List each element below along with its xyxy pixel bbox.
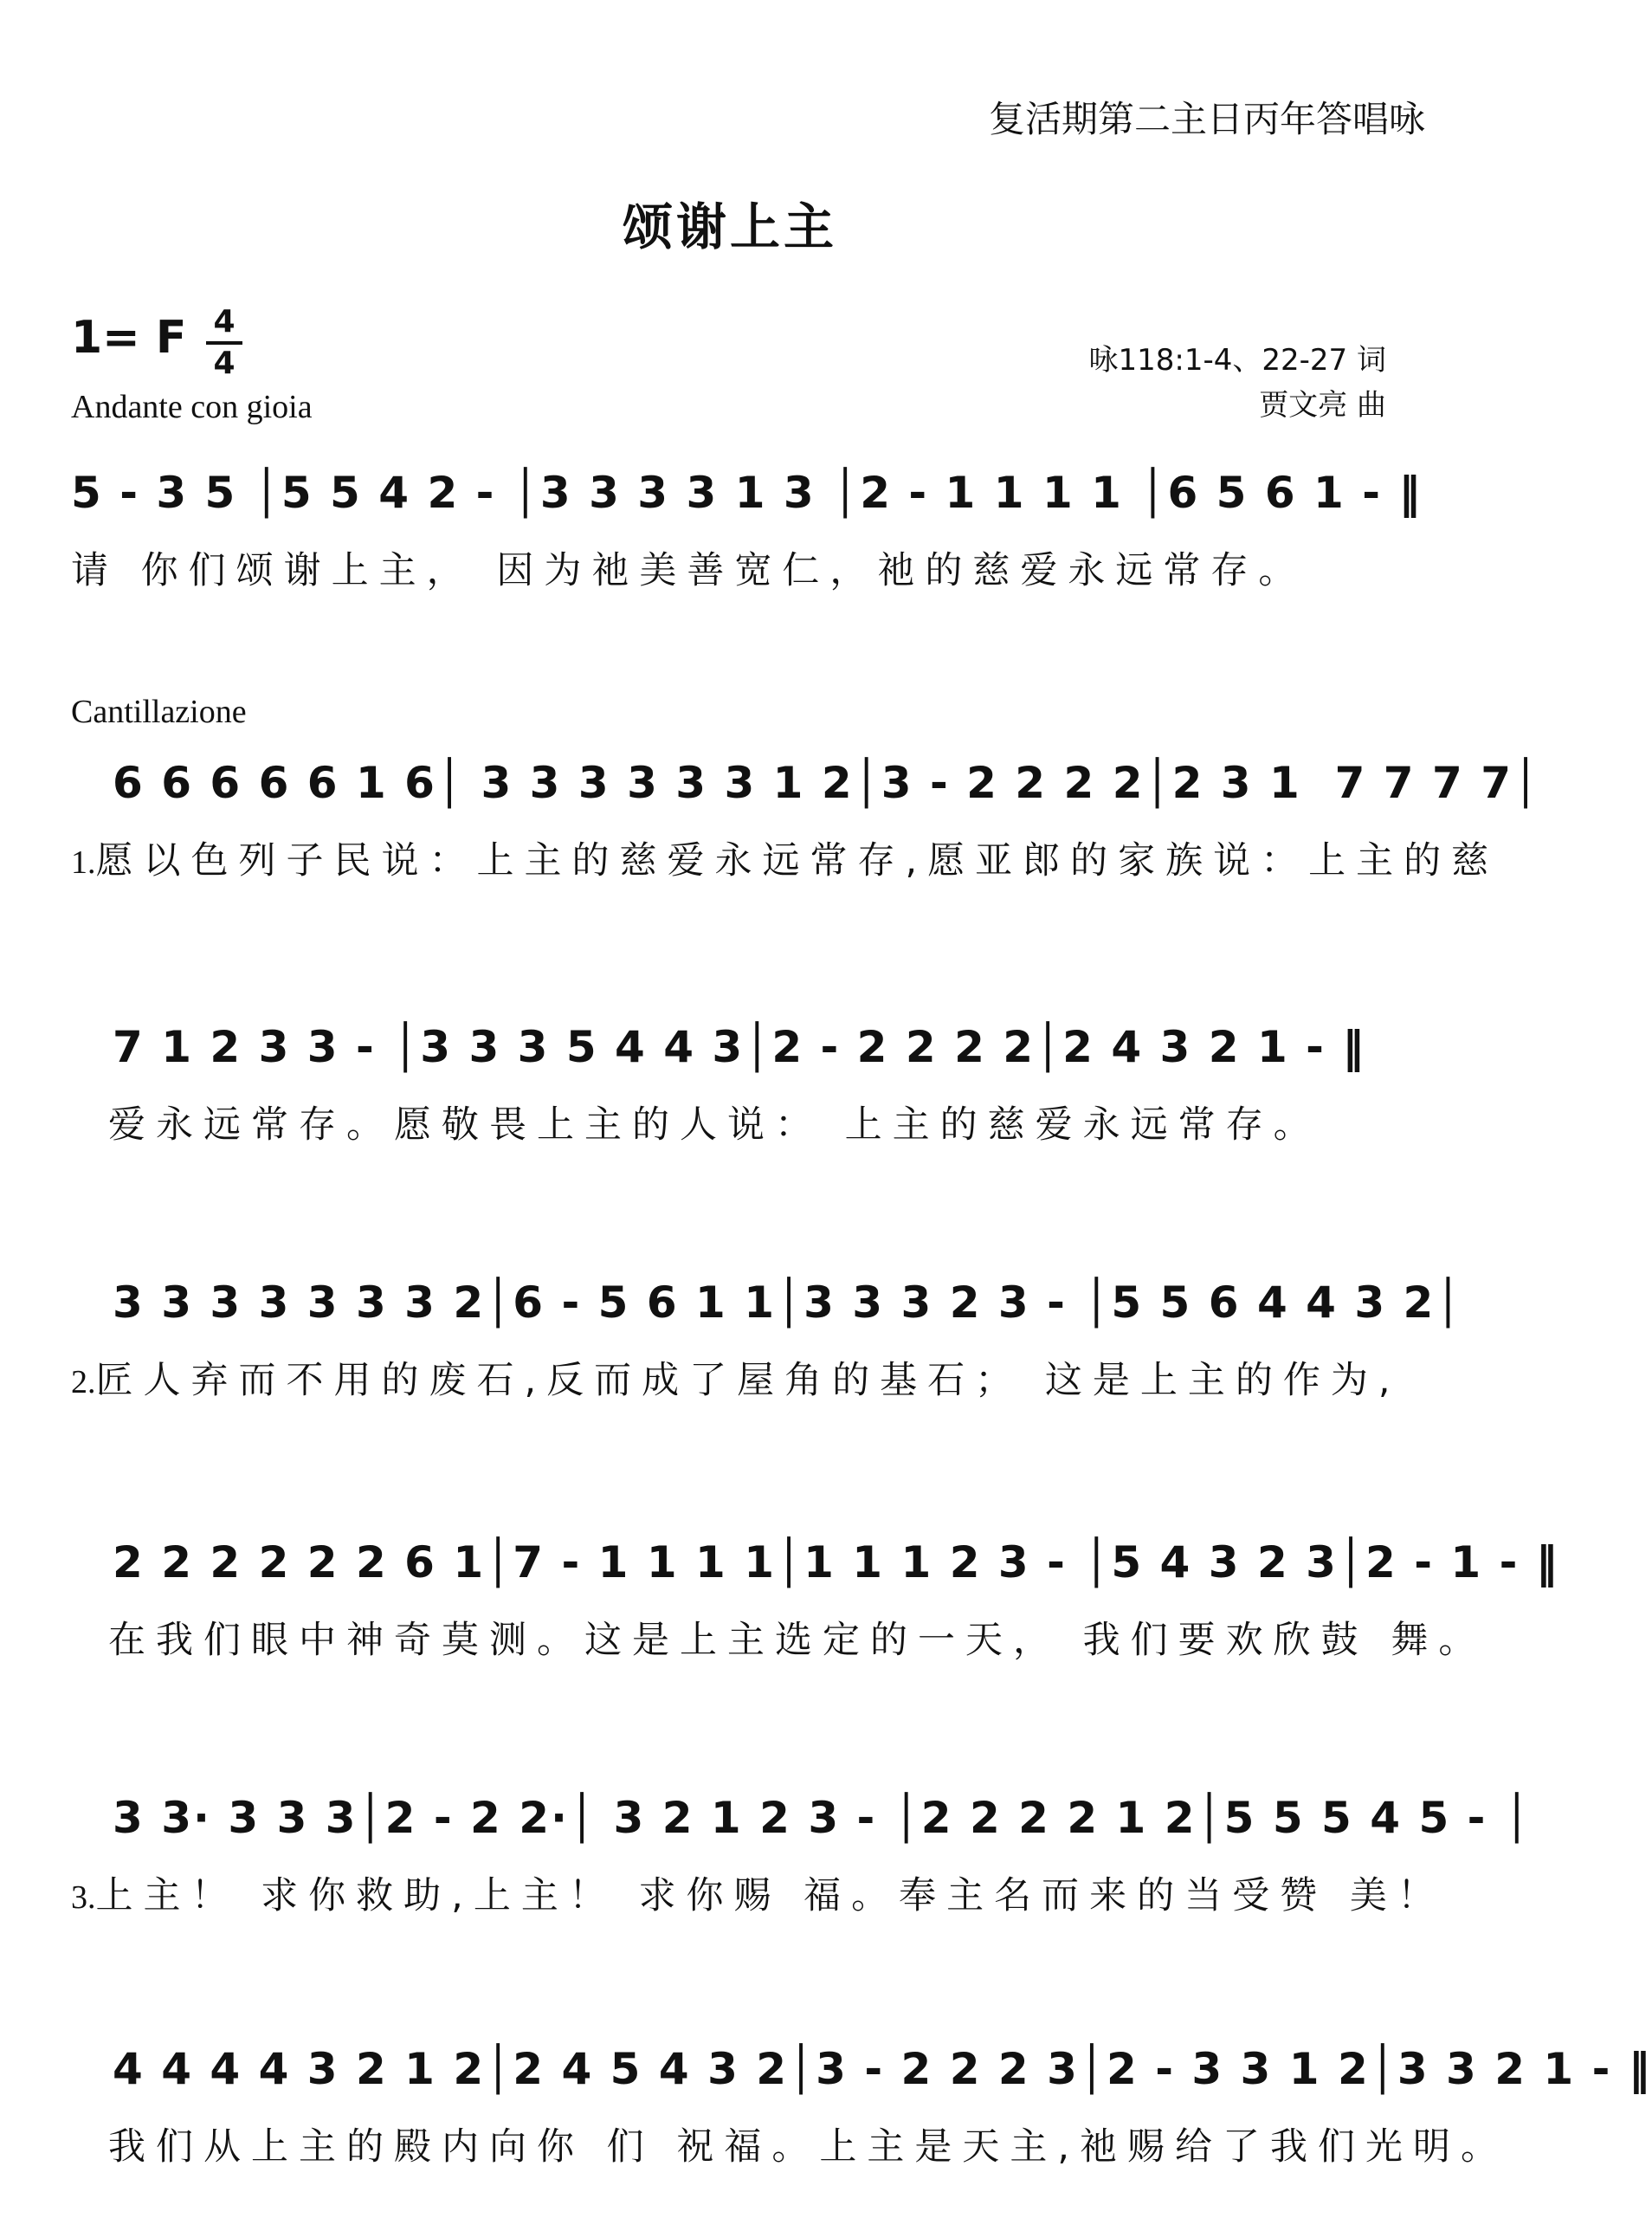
verse-lyrics <box>108 1096 1321 1148</box>
verse-lyrics <box>71 831 1499 884</box>
verse-lyric-text: 我们从上主的殿内向你 们 祝福。上主是天主,祂赐给了我们光明。 <box>108 2125 1509 2169</box>
tempo-marking: Andante con gioia <box>71 389 313 425</box>
composer: 贾文亮 曲 <box>1259 388 1386 423</box>
verse-lyrics <box>108 1611 1486 1664</box>
verse-number: 3. <box>71 1879 96 1916</box>
key-signature: 1= F <box>71 312 187 364</box>
verse-number: 1. <box>71 844 96 881</box>
time-signature <box>206 305 242 381</box>
verse-lyrics <box>71 1866 1445 1919</box>
verse-notes: 2 2 2 2 2 2 6 1│7 - 1 1 1 1│1 1 1 2 3 - │5 4 3 2 3│2 - 1 - ‖ <box>113 1537 1559 1588</box>
lyricist: 咏118:1-4、22-27 词 <box>1088 343 1386 378</box>
verse-notes: 6 6 6 6 6 1 6│ 3 3 3 3 3 3 1 2│3 - 2 2 2 2│2 3 1 7 7 7 7│ <box>113 758 1541 808</box>
refrain-lyrics: 请 你们颂谢上主， 因为祂美善宽仁，祂的慈爱永远常存。 <box>71 549 1307 592</box>
time-signature-divider <box>206 341 242 345</box>
verse-notes: 4 4 4 4 3 2 1 2│2 4 5 4 3 2│3 - 2 2 2 3│2 - 3 3 1 2│3 3 2 1 - ‖ <box>113 2044 1652 2094</box>
refrain-notes: 5 - 3 5 │5 5 4 2 - │3 3 3 3 1 3 │2 - 1 1 1 1 │6 5 6 1 - ‖ <box>71 468 1423 518</box>
verse-lyrics <box>108 2118 1508 2170</box>
verse-number: 2. <box>71 1364 96 1400</box>
verse-lyrics <box>71 1351 1401 1404</box>
verse-lyric-text: 上主！ 求你救助,上主！ 求你赐 福。奉主名而来的当受赞 美！ <box>95 1874 1445 1917</box>
time-signature-bottom: 4 <box>213 346 236 381</box>
time-signature-top: 4 <box>213 304 236 339</box>
credits <box>1089 338 1387 428</box>
cantillazione-label: Cantillazione <box>71 694 247 730</box>
verse-notes: 3 3 3 3 3 3 3 2│6 - 5 6 1 1│3 3 3 2 3 - │5 5 6 4 4 3 2│ <box>113 1277 1463 1328</box>
verse-notes: 3 3· 3 3 3│2 - 2 2·│ 3 2 1 2 3 - │2 2 2 2 1 2│5 5 5 4 5 - │ <box>113 1793 1532 1843</box>
occasion-label: 复活期第二主日丙年答唱咏 <box>988 98 1425 140</box>
verse-lyric-text: 爱永远常存。愿敬畏上主的人说： 上主的慈爱永远常存。 <box>108 1103 1321 1147</box>
verse-lyric-text: 愿以色列子民说：上主的慈爱永远常存,愿亚郎的家族说：上主的慈 <box>95 839 1500 883</box>
verse-lyric-text: 匠人弃而不用的废石,反而成了屋角的基石； 这是上主的作为, <box>95 1359 1401 1402</box>
song-title: 颂谢上主 <box>622 197 837 256</box>
verse-lyric-text: 在我们眼中神奇莫测。这是上主选定的一天， 我们要欢欣鼓 舞。 <box>108 1619 1487 1662</box>
verse-notes: 7 1 2 3 3 - │3 3 3 5 4 4 3│2 - 2 2 2 2│2 4 3 2 1 - ‖ <box>113 1022 1366 1072</box>
